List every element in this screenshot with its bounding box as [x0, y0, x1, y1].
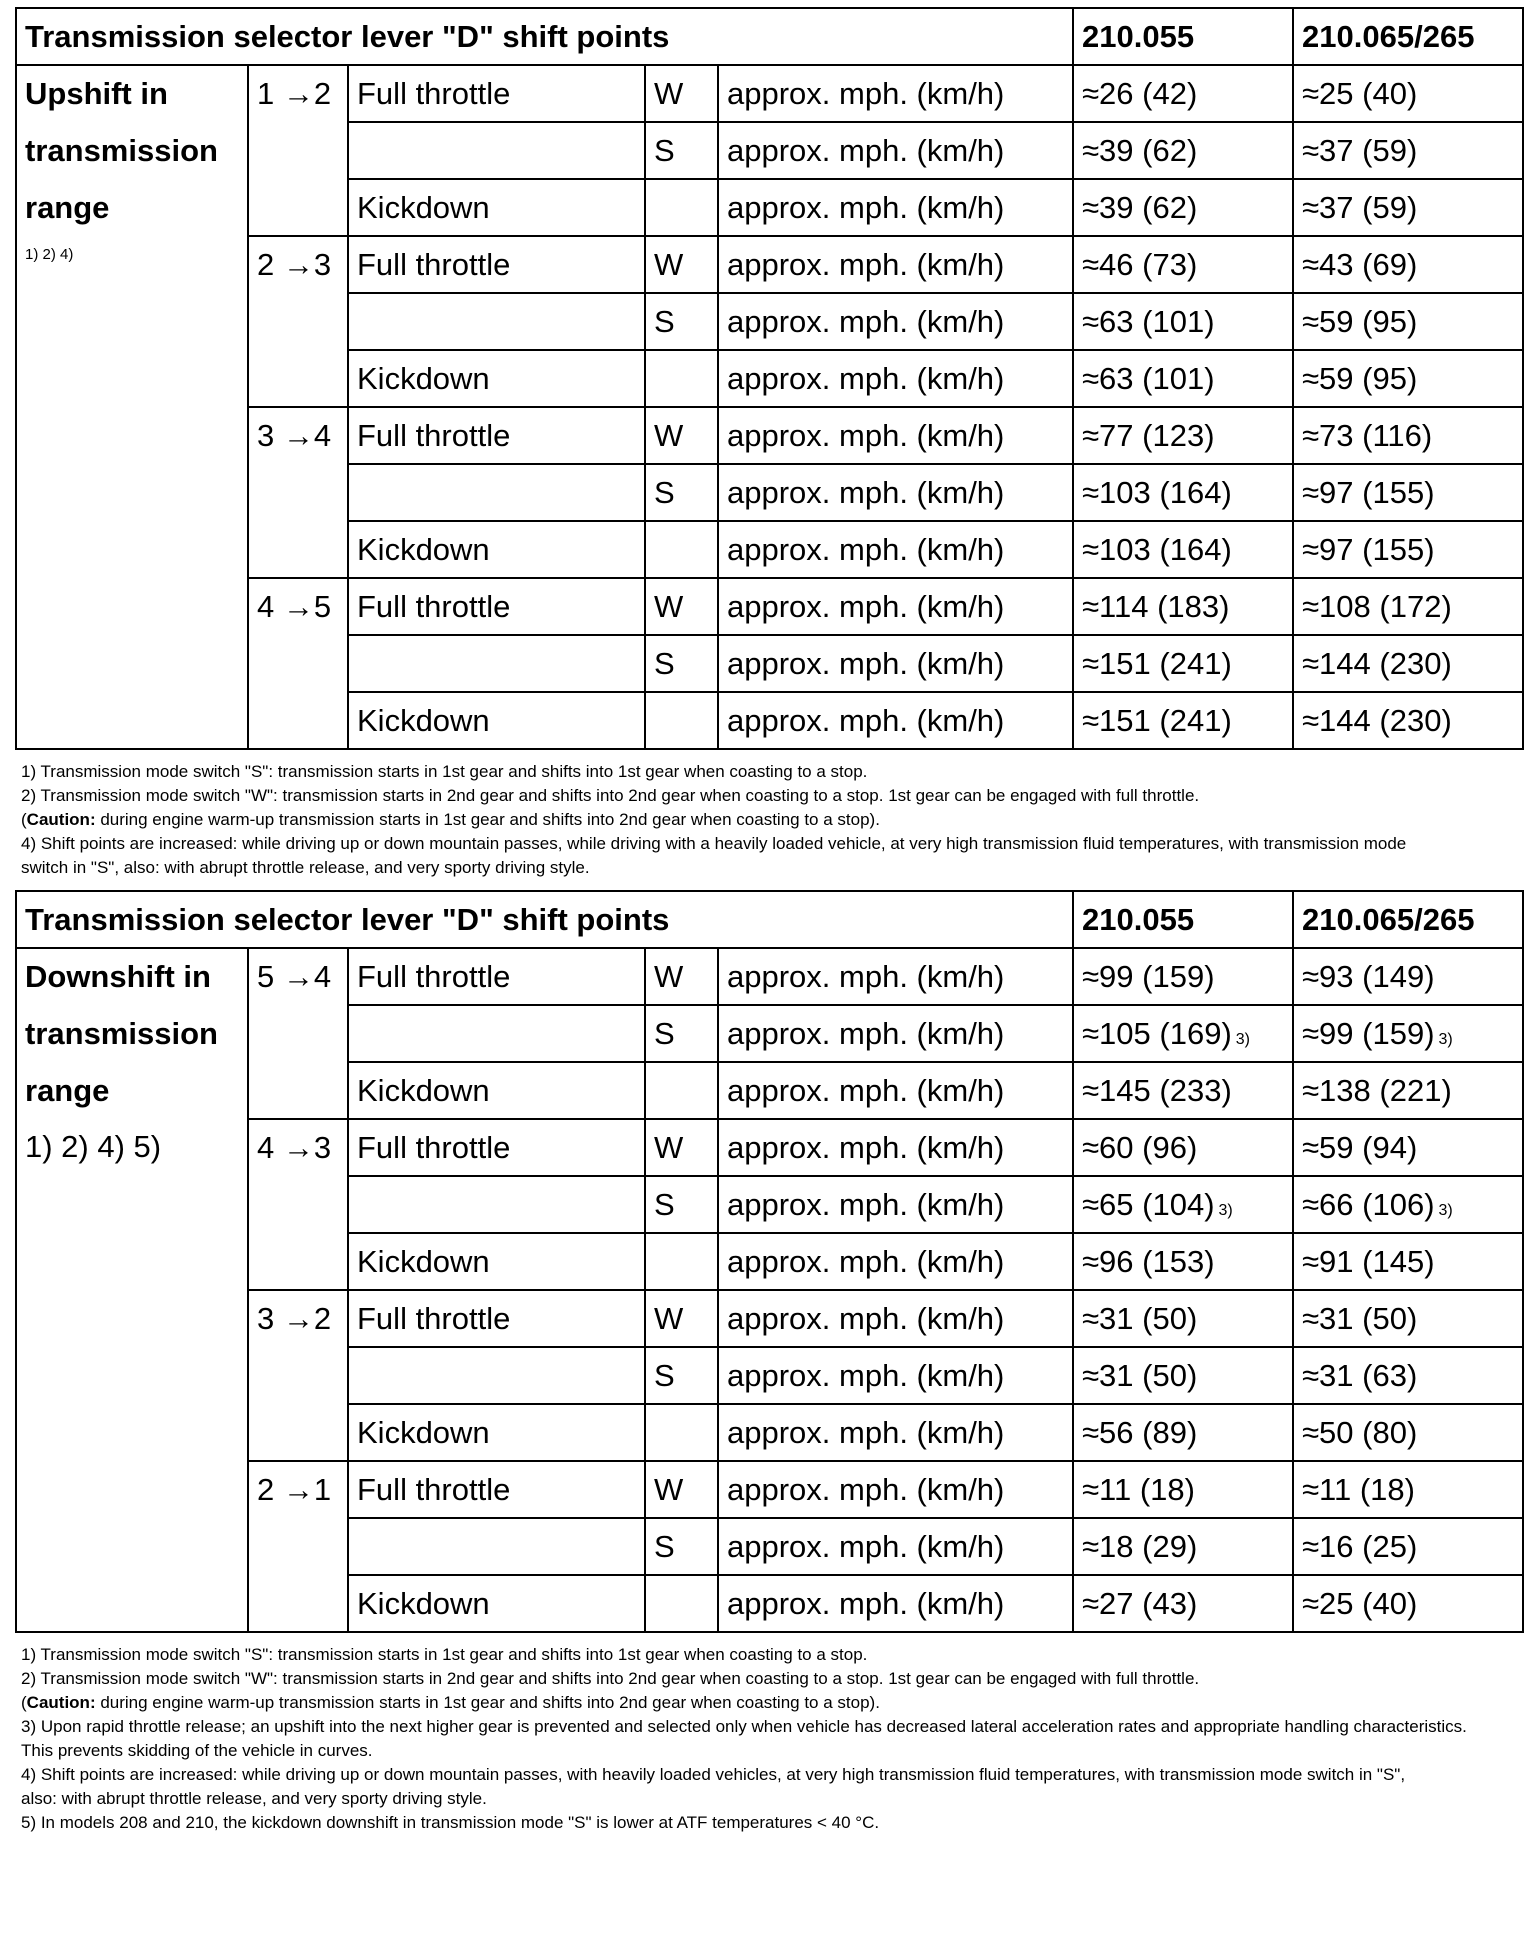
- speed-value-b: [1293, 1404, 1523, 1461]
- footnote-line: switch in "S", also: with abrupt throttle release, and very sporty driving style.: [21, 858, 590, 877]
- footnote-line: 4) Shift points are increased: while driving up or down mountain passes, with heavily loaded vehicles, at very high transmission fluid temperatures, with transmission mode switch in "S",: [21, 1765, 1406, 1784]
- footnote-line: 1) Transmission mode switch "S": transmission starts in 1st gear and shifts into 1st gear when coasting to a stop.: [21, 762, 868, 781]
- throttle-condition: [348, 464, 645, 521]
- side-label: Downshift in: [16, 948, 248, 1005]
- speed-a-text: ≈77 (123): [1082, 417, 1215, 453]
- gear-change: [248, 122, 348, 179]
- speed-value-a: [1073, 1290, 1293, 1347]
- throttle-condition: Kickdown: [348, 179, 645, 236]
- mode-switch: [645, 1575, 718, 1632]
- throttle-condition: Full throttle: [348, 948, 645, 1005]
- speed-b-text: ≈37 (59): [1302, 132, 1418, 168]
- throttle-condition: Full throttle: [348, 236, 645, 293]
- speed-a-text: ≈11 (18): [1082, 1471, 1195, 1507]
- upshift-table: [15, 7, 1524, 750]
- speed-value-a: [1073, 1062, 1293, 1119]
- footnote-line: 3) Upon rapid throttle release; an upshift into the next higher gear is prevented and selected only when vehicle has decreased lateral acceleration rates and appropriate handling characteristics.: [21, 1717, 1467, 1736]
- caution-label: Caution:: [26, 810, 96, 829]
- speed-value-a: [1073, 1575, 1293, 1632]
- speed-b-text: ≈138 (221): [1302, 1072, 1452, 1108]
- speed-unit: approx. mph. (km/h): [718, 464, 1073, 521]
- speed-value-b: [1293, 635, 1523, 692]
- speed-unit: approx. mph. (km/h): [718, 1575, 1073, 1632]
- speed-value-b: [1293, 1575, 1523, 1632]
- speed-b-text: ≈108 (172): [1302, 588, 1452, 624]
- speed-a-text: ≈151 (241): [1082, 645, 1232, 681]
- table-row: [16, 1062, 1523, 1119]
- table-row: [16, 179, 1523, 236]
- mode-switch: W: [645, 65, 718, 122]
- mode-switch: W: [645, 1119, 718, 1176]
- throttle-condition: Full throttle: [348, 407, 645, 464]
- speed-value-a: [1073, 122, 1293, 179]
- footnote-line: 4) Shift points are increased: while driving up or down mountain passes, while driving with a heavily loaded vehicle, at very high transmission fluid temperatures, with transmission mode: [21, 834, 1407, 853]
- speed-value-a: [1073, 578, 1293, 635]
- throttle-condition: [348, 1005, 645, 1062]
- downshift-table: [15, 890, 1524, 1633]
- throttle-condition: Kickdown: [348, 1233, 645, 1290]
- speed-value-b: [1293, 578, 1523, 635]
- speed-value-a: [1073, 1404, 1293, 1461]
- footnote-line: 1) Transmission mode switch "S": transmission starts in 1st gear and shifts into 1st gear when coasting to a stop.: [21, 1645, 868, 1664]
- table-row: [16, 65, 1523, 122]
- gear-change: [248, 521, 348, 578]
- throttle-condition: [348, 293, 645, 350]
- mode-switch: S: [645, 635, 718, 692]
- speed-a-text: ≈103 (164): [1082, 474, 1232, 510]
- gear-change: 4 →5: [248, 578, 348, 635]
- gear-change: [248, 1233, 348, 1290]
- gear-change: 5 →4: [248, 948, 348, 1005]
- mode-switch: [645, 1062, 718, 1119]
- mode-switch: [645, 521, 718, 578]
- speed-b-text: ≈66 (106): [1302, 1186, 1435, 1222]
- speed-b-text: ≈16 (25): [1302, 1528, 1418, 1564]
- speed-value-a: [1073, 948, 1293, 1005]
- speed-value-a: [1073, 1119, 1293, 1176]
- mode-switch: S: [645, 122, 718, 179]
- speed-unit: approx. mph. (km/h): [718, 1518, 1073, 1575]
- speed-unit: approx. mph. (km/h): [718, 179, 1073, 236]
- speed-b-text: ≈11 (18): [1302, 1471, 1415, 1507]
- speed-b-text: ≈73 (116): [1302, 417, 1433, 453]
- speed-a-text: ≈27 (43): [1082, 1585, 1198, 1621]
- speed-value-a: [1073, 1347, 1293, 1404]
- speed-b-text: ≈144 (230): [1302, 702, 1452, 738]
- speed-unit: approx. mph. (km/h): [718, 1005, 1073, 1062]
- speed-value-a: [1073, 692, 1293, 749]
- footnote-line: (Caution: during engine warm-up transmission starts in 1st gear and shifts into 2nd gear when coasting to a stop).: [21, 810, 880, 829]
- speed-unit: approx. mph. (km/h): [718, 1062, 1073, 1119]
- caution-label: Caution:: [26, 1693, 96, 1712]
- gear-change: [248, 635, 348, 692]
- mode-switch: S: [645, 1005, 718, 1062]
- footnote-line: 5) In models 208 and 210, the kickdown downshift in transmission mode "S" is lower at ATF temperatures < 40 °C.: [21, 1813, 880, 1832]
- gear-change: [248, 464, 348, 521]
- table-row: [16, 122, 1523, 179]
- upshift-footnotes: [15, 750, 1522, 890]
- speed-b-text: ≈97 (155): [1302, 474, 1435, 510]
- mode-switch: W: [645, 948, 718, 1005]
- speed-value-b: [1293, 179, 1523, 236]
- speed-a-text: ≈39 (62): [1082, 189, 1198, 225]
- speed-b-text: ≈43 (69): [1302, 246, 1418, 282]
- speed-b-text: ≈144 (230): [1302, 645, 1452, 681]
- speed-unit: approx. mph. (km/h): [718, 635, 1073, 692]
- table-row: [16, 948, 1523, 1005]
- speed-value-b: [1293, 948, 1523, 1005]
- speed-a-text: ≈99 (159): [1082, 958, 1215, 994]
- gear-change: [248, 1005, 348, 1062]
- speed-value-a: [1073, 1233, 1293, 1290]
- mode-switch: S: [645, 293, 718, 350]
- speed-value-a: [1073, 521, 1293, 578]
- speed-a-text: ≈63 (101): [1082, 360, 1215, 396]
- speed-value-b: [1293, 407, 1523, 464]
- throttle-condition: Kickdown: [348, 1575, 645, 1632]
- throttle-condition: [348, 122, 645, 179]
- speed-value-a: [1073, 407, 1293, 464]
- footnote-ref: 3): [1218, 1201, 1233, 1219]
- speed-unit: approx. mph. (km/h): [718, 692, 1073, 749]
- speed-b-text: ≈93 (149): [1302, 958, 1435, 994]
- speed-unit: approx. mph. (km/h): [718, 1461, 1073, 1518]
- speed-value-a: [1073, 350, 1293, 407]
- footnote-ref: 3): [1438, 1201, 1453, 1219]
- speed-value-b: [1293, 350, 1523, 407]
- speed-b-text: ≈37 (59): [1302, 189, 1418, 225]
- speed-value-a: [1073, 293, 1293, 350]
- speed-unit: approx. mph. (km/h): [718, 1233, 1073, 1290]
- speed-unit: approx. mph. (km/h): [718, 948, 1073, 1005]
- throttle-condition: Full throttle: [348, 1119, 645, 1176]
- speed-b-text: ≈99 (159): [1302, 1015, 1435, 1051]
- gear-change: 3 →4: [248, 407, 348, 464]
- speed-a-text: ≈103 (164): [1082, 531, 1232, 567]
- speed-b-text: ≈59 (94): [1302, 1129, 1418, 1165]
- speed-value-a: [1073, 179, 1293, 236]
- speed-value-a: [1073, 1518, 1293, 1575]
- speed-a-text: ≈65 (104): [1082, 1186, 1215, 1222]
- footnote-line: also: with abrupt throttle release, and very sporty driving style.: [21, 1789, 487, 1808]
- mode-switch: W: [645, 578, 718, 635]
- model-b-header: 210.065/265: [1293, 8, 1523, 65]
- header-row: [16, 8, 1523, 65]
- gear-change: [248, 1347, 348, 1404]
- mode-switch: [645, 350, 718, 407]
- speed-unit: approx. mph. (km/h): [718, 1119, 1073, 1176]
- gear-change: [248, 350, 348, 407]
- mode-switch: S: [645, 1176, 718, 1233]
- mode-switch: [645, 692, 718, 749]
- mode-switch: S: [645, 464, 718, 521]
- speed-unit: approx. mph. (km/h): [718, 1404, 1073, 1461]
- speed-b-text: ≈31 (63): [1302, 1357, 1418, 1393]
- speed-a-text: ≈60 (96): [1082, 1129, 1198, 1165]
- footnote-line: 2) Transmission mode switch "W": transmission starts in 2nd gear and shifts into 2nd gear when coasting to a stop. 1st gear can be engaged with full throttle.: [21, 786, 1200, 805]
- speed-a-text: ≈96 (153): [1082, 1243, 1215, 1279]
- speed-value-b: [1293, 122, 1523, 179]
- speed-value-b: [1293, 236, 1523, 293]
- speed-a-text: ≈39 (62): [1082, 132, 1198, 168]
- speed-value-a: [1073, 464, 1293, 521]
- footnote-ref: 3): [1235, 1030, 1250, 1048]
- throttle-condition: [348, 1347, 645, 1404]
- speed-a-text: ≈114 (183): [1082, 588, 1230, 624]
- speed-value-b: [1293, 293, 1523, 350]
- speed-unit: approx. mph. (km/h): [718, 521, 1073, 578]
- mode-switch: [645, 179, 718, 236]
- speed-value-a: [1073, 1461, 1293, 1518]
- header-row: [16, 891, 1523, 948]
- mode-switch: W: [645, 1290, 718, 1347]
- speed-value-b: [1293, 692, 1523, 749]
- gear-change: [248, 1176, 348, 1233]
- throttle-condition: [348, 635, 645, 692]
- speed-value-b: [1293, 1347, 1523, 1404]
- gear-change: [248, 1062, 348, 1119]
- throttle-condition: Kickdown: [348, 692, 645, 749]
- speed-b-text: ≈59 (95): [1302, 360, 1418, 396]
- speed-a-text: ≈31 (50): [1082, 1300, 1198, 1336]
- speed-a-text: ≈26 (42): [1082, 75, 1198, 111]
- throttle-condition: [348, 1518, 645, 1575]
- throttle-condition: Full throttle: [348, 1461, 645, 1518]
- footnote-ref: 3): [1438, 1030, 1453, 1048]
- speed-value-b: [1293, 464, 1523, 521]
- speed-unit: approx. mph. (km/h): [718, 293, 1073, 350]
- speed-value-b: [1293, 1233, 1523, 1290]
- gear-change: 4 →3: [248, 1119, 348, 1176]
- speed-unit: approx. mph. (km/h): [718, 236, 1073, 293]
- speed-value-b: [1293, 65, 1523, 122]
- speed-unit: approx. mph. (km/h): [718, 122, 1073, 179]
- caution-text: during engine warm-up transmission starts in 1st gear and shifts into 2nd gear when coasting to a stop).: [95, 810, 880, 829]
- speed-b-text: ≈59 (95): [1302, 303, 1418, 339]
- gear-change: [248, 179, 348, 236]
- gear-change: 2 →3: [248, 236, 348, 293]
- speed-unit: approx. mph. (km/h): [718, 65, 1073, 122]
- speed-value-a: [1073, 236, 1293, 293]
- side-label: Upshift in: [16, 65, 248, 122]
- gear-change: [248, 1518, 348, 1575]
- speed-value-a: [1073, 1005, 1293, 1062]
- gear-change: 1 →2: [248, 65, 348, 122]
- speed-a-text: ≈151 (241): [1082, 702, 1232, 738]
- speed-value-b: [1293, 1176, 1523, 1233]
- gear-change: 2 →1: [248, 1461, 348, 1518]
- side-label: transmission: [16, 122, 248, 179]
- caution-text: during engine warm-up transmission starts in 1st gear and shifts into 2nd gear when coasting to a stop).: [95, 1693, 880, 1712]
- downshift-footnotes: [15, 1633, 1522, 1845]
- speed-a-text: ≈46 (73): [1082, 246, 1198, 282]
- throttle-condition: Kickdown: [348, 521, 645, 578]
- speed-value-b: [1293, 1119, 1523, 1176]
- table-row: [16, 1005, 1523, 1062]
- gear-change: 3 →2: [248, 1290, 348, 1347]
- throttle-condition: Full throttle: [348, 65, 645, 122]
- speed-a-text: ≈145 (233): [1082, 1072, 1232, 1108]
- throttle-condition: Kickdown: [348, 350, 645, 407]
- speed-unit: approx. mph. (km/h): [718, 1347, 1073, 1404]
- speed-a-text: ≈63 (101): [1082, 303, 1215, 339]
- speed-b-text: ≈50 (80): [1302, 1414, 1418, 1450]
- side-note: 1) 2) 4): [16, 236, 248, 749]
- speed-value-a: [1073, 635, 1293, 692]
- throttle-condition: Kickdown: [348, 1062, 645, 1119]
- speed-value-b: [1293, 1290, 1523, 1347]
- gear-change: [248, 692, 348, 749]
- mode-switch: W: [645, 1461, 718, 1518]
- gear-change: [248, 1404, 348, 1461]
- footnote-line: (Caution: during engine warm-up transmission starts in 1st gear and shifts into 2nd gear when coasting to a stop).: [21, 1693, 880, 1712]
- speed-value-b: [1293, 1062, 1523, 1119]
- throttle-condition: [348, 1176, 645, 1233]
- throttle-condition: Full throttle: [348, 1290, 645, 1347]
- speed-value-b: [1293, 1005, 1523, 1062]
- mode-switch: S: [645, 1518, 718, 1575]
- speed-b-text: ≈31 (50): [1302, 1300, 1418, 1336]
- mode-switch: [645, 1233, 718, 1290]
- speed-b-text: ≈25 (40): [1302, 1585, 1418, 1621]
- speed-unit: approx. mph. (km/h): [718, 1290, 1073, 1347]
- speed-a-text: ≈105 (169): [1082, 1015, 1232, 1051]
- footnote-line: 2) Transmission mode switch "W": transmission starts in 2nd gear and shifts into 2nd gear when coasting to a stop. 1st gear can be engaged with full throttle.: [21, 1669, 1200, 1688]
- speed-unit: approx. mph. (km/h): [718, 578, 1073, 635]
- table-title: Transmission selector lever "D" shift points: [16, 891, 1073, 948]
- document-page: [15, 7, 1522, 1845]
- mode-switch: W: [645, 407, 718, 464]
- speed-value-b: [1293, 521, 1523, 578]
- mode-switch: S: [645, 1347, 718, 1404]
- speed-a-text: ≈56 (89): [1082, 1414, 1198, 1450]
- table-row: [16, 236, 1523, 293]
- gear-change: [248, 1575, 348, 1632]
- mode-switch: [645, 1404, 718, 1461]
- side-label: transmission: [16, 1005, 248, 1062]
- table-row: [16, 1119, 1523, 1176]
- speed-b-text: ≈97 (155): [1302, 531, 1435, 567]
- model-a-header: 210.055: [1073, 891, 1293, 948]
- speed-b-text: ≈25 (40): [1302, 75, 1418, 111]
- speed-unit: approx. mph. (km/h): [718, 1176, 1073, 1233]
- side-label: range: [16, 179, 248, 236]
- speed-value-a: [1073, 65, 1293, 122]
- side-note: 1) 2) 4) 5): [16, 1119, 248, 1632]
- speed-b-text: ≈91 (145): [1302, 1243, 1435, 1279]
- speed-unit: approx. mph. (km/h): [718, 407, 1073, 464]
- gear-change: [248, 293, 348, 350]
- speed-a-text: ≈18 (29): [1082, 1528, 1198, 1564]
- speed-value-b: [1293, 1518, 1523, 1575]
- speed-value-b: [1293, 1461, 1523, 1518]
- model-a-header: 210.055: [1073, 8, 1293, 65]
- speed-value-a: [1073, 1176, 1293, 1233]
- speed-a-text: ≈31 (50): [1082, 1357, 1198, 1393]
- mode-switch: W: [645, 236, 718, 293]
- model-b-header: 210.065/265: [1293, 891, 1523, 948]
- speed-unit: approx. mph. (km/h): [718, 350, 1073, 407]
- throttle-condition: Kickdown: [348, 1404, 645, 1461]
- footnote-line: This prevents skidding of the vehicle in curves.: [21, 1741, 373, 1760]
- table-title: Transmission selector lever "D" shift points: [16, 8, 1073, 65]
- throttle-condition: Full throttle: [348, 578, 645, 635]
- side-label: range: [16, 1062, 248, 1119]
